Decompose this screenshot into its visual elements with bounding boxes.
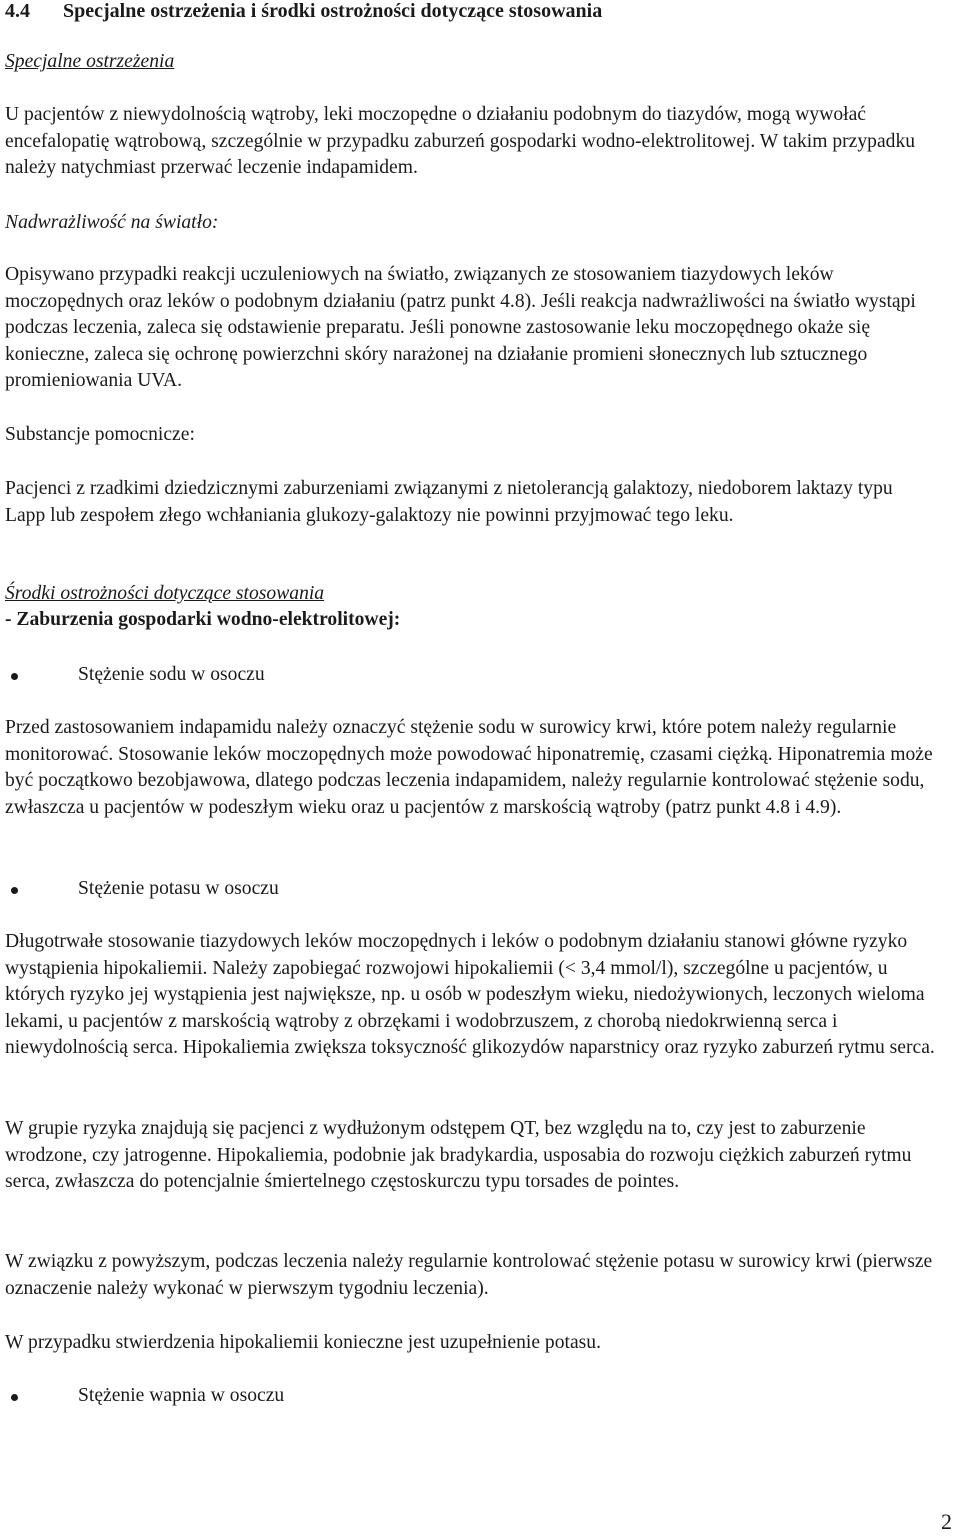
- photosensitivity-paragraph: Opisywano przypadki reakcji uczuleniowych na światło, związanych ze stosowaniem tiazydowych leków moczopędnych oraz leków o podobnym działaniu (patrz punkt 4.8). Jeśli reakcja nadwrażliwości na światło wystąpi podczas leczenia, zaleca się odstawienie preparatu. Jeśli ponowne zastosowanie leku moczopędnego okaże się konieczne, zaleca się ochronę powierzchni skóry narażonej na działanie promieni słonecznych lub sztucznego promieniowania UVA.: [5, 264, 916, 392]
- potassium-paragraph-qt: W grupie ryzyka znajdują się pacjenci z wydłużonym odstępem QT, bez względu na to, czy jest to zaburzenie wrodzone, czy jatrogenne. Hipokaliemia, podobnie jak bradykardia, usposabia do rozwoju ciężkich zaburzeń rytmu serca, zwłaszcza do potencjalnie śmiertelnego częstoskurczu typu torsades de pointes.: [5, 1118, 912, 1193]
- page-number: 2: [941, 1509, 952, 1534]
- warnings-subtitle: Specjalne ostrzeżenia: [5, 51, 175, 72]
- excipients-label: Substancje pomocnicze:: [5, 424, 195, 445]
- electrolyte-section-title: - Zaburzenia gospodarki wodno-elektrolitowej:: [5, 609, 401, 630]
- precautions-subtitle: Środki ostrożności dotyczące stosowania: [5, 583, 325, 604]
- bullet-label: Stężenie wapnia w osoczu: [78, 1385, 285, 1406]
- bullet-label: Stężenie sodu w osoczu: [78, 664, 265, 685]
- section-number: 4.4: [5, 0, 30, 22]
- bullet-dot-icon: [11, 887, 18, 894]
- photosensitivity-label: Nadwrażliwość na światło:: [5, 212, 219, 233]
- bullet-dot-icon: [11, 673, 18, 680]
- section-heading: [5, 0, 935, 25]
- potassium-paragraph-monitoring: W związku z powyższym, podczas leczenia należy regularnie kontrolować stężenie potasu w surowicy krwi (pierwsze oznaczenie należy wykonać w pierwszym tygodniu leczenia).: [5, 1251, 933, 1299]
- bullet-label: Stężenie potasu w osoczu: [78, 878, 279, 899]
- bullet-dot-icon: [11, 1394, 18, 1401]
- potassium-paragraph-risk: Długotrwałe stosowanie tiazydowych leków moczopędnych i leków o podobnym działaniu stanowi główne ryzyko wystąpienia hipokaliemii. Należy zapobiegać rozwojowi hipokaliemii (< 3,4 mmol/l), szczególne u pacjentów, u których ryzyko jej wystąpienia jest największe, np. u osób w podeszłym wieku, niedożywionych, leczonych wieloma lekami, u pacjentów z marskością wątroby z obrzękami i wodobrzuszem, z chorobą niedokrwienną serca i niewydolnością serca. Hipokaliemia zwiększa toksyczność glikozydów naparstnicy oraz ryzyko zaburzeń rytmu serca.: [5, 931, 935, 1059]
- sodium-paragraph: Przed zastosowaniem indapamidu należy oznaczyć stężenie sodu w surowicy krwi, które potem należy regularnie monitorować. Stosowanie leków moczopędnych może powodować hiponatremię, czasami ciężką. Hiponatremia może być początkowo bezobjawowa, dlatego podczas leczenia indapamidem, należy regularnie kontrolować stężenie sodu, zwłaszcza u pacjentów w podeszłym wieku oraz u pacjentów z marskością wątroby (patrz punkt 4.8 i 4.9).: [5, 717, 933, 818]
- potassium-paragraph-supplement: W przypadku stwierdzenia hipokaliemii konieczne jest uzupełnienie potasu.: [5, 1332, 601, 1353]
- section-title: Specjalne ostrzeżenia i środki ostrożności dotyczące stosowania: [63, 0, 603, 22]
- excipients-paragraph: Pacjenci z rzadkimi dziedzicznymi zaburzeniami związanymi z nietolerancją galaktozy, niedoborem laktazy typu Lapp lub zespołem złego wchłaniania glukozy-galaktozy nie powinni przyjmować tego leku.: [5, 478, 893, 526]
- warnings-paragraph-liver: U pacjentów z niewydolnością wątroby, leki moczopędne o działaniu podobnym do tiazydów, mogą wywołać encefalopatię wątrobową, szczególnie w przypadku zaburzeń gospodarki wodno-elektrolitowej. W takim przypadku należy natychmiast przerwać leczenie indapamidem.: [5, 104, 916, 179]
